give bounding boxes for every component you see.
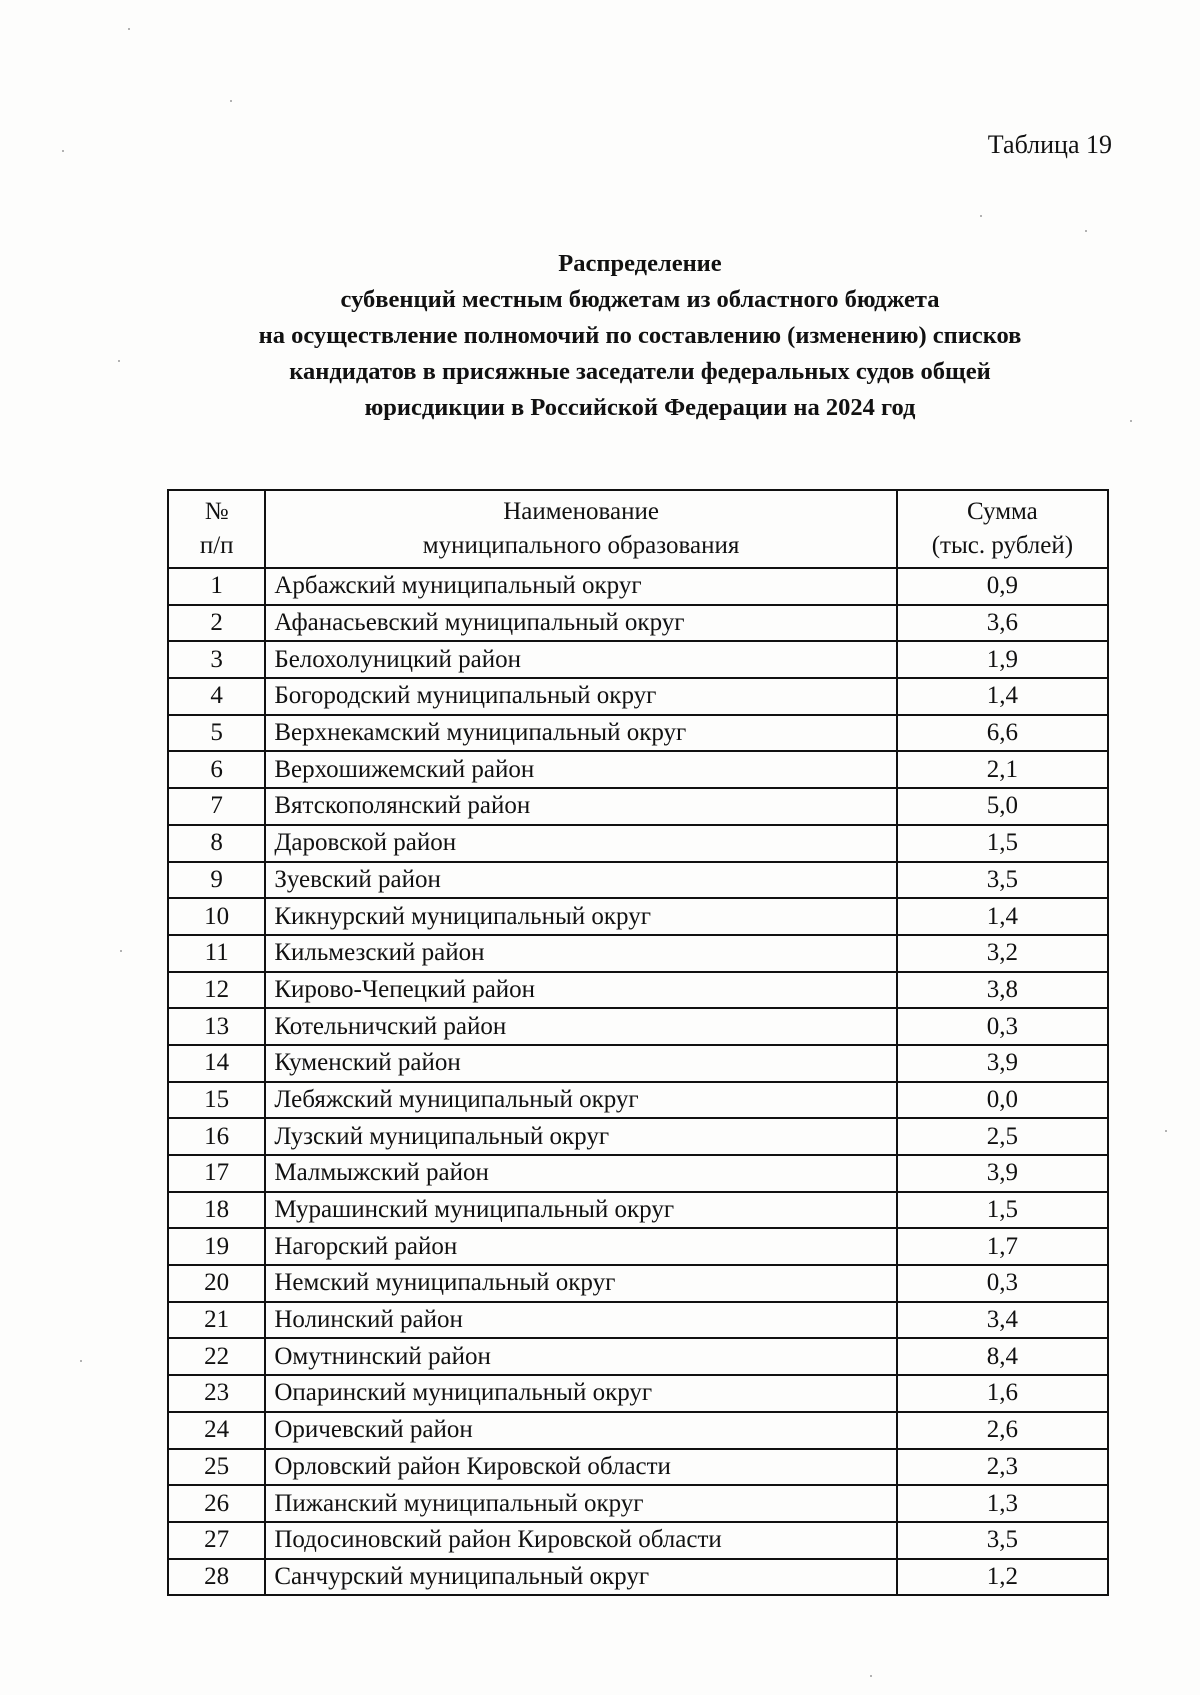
title-line: кандидатов в присяжные заседатели федеральных судов общей <box>289 358 991 385</box>
amount-value: 1,2 <box>897 1559 1108 1596</box>
row-number: 25 <box>168 1449 265 1486</box>
municipality-name: Опаринский муниципальный округ <box>265 1375 896 1412</box>
municipality-name: Кирово-Чепецкий район <box>265 972 896 1009</box>
table-row <box>168 1338 1108 1375</box>
table-row <box>168 1045 1108 1082</box>
row-number: 18 <box>168 1192 265 1229</box>
municipality-name: Санчурский муниципальный округ <box>265 1559 896 1596</box>
header-sum-line2: (тыс. рублей) <box>931 532 1074 559</box>
table-body <box>168 568 1108 1595</box>
municipality-name: Арбажский муниципальный округ <box>265 568 896 605</box>
municipality-name: Лузский муниципальный округ <box>265 1118 896 1155</box>
amount-value: 1,4 <box>897 678 1108 715</box>
municipality-name: Кикнурский муниципальный округ <box>265 898 896 935</box>
table-row <box>168 1412 1108 1449</box>
header-number-line2: п/п <box>199 532 234 559</box>
table-row <box>168 862 1108 899</box>
table-row <box>168 605 1108 642</box>
title-line: юрисдикции в Российской Федерации на 2024 год <box>364 394 916 421</box>
table-row <box>168 1192 1108 1229</box>
municipality-name: Нагорский район <box>265 1228 896 1265</box>
row-number: 8 <box>168 825 265 862</box>
municipality-name: Вятскополянский район <box>265 788 896 825</box>
row-number: 22 <box>168 1338 265 1375</box>
row-number: 2 <box>168 605 265 642</box>
municipality-name: Куменский район <box>265 1045 896 1082</box>
header-name-line2: муниципального образования <box>422 532 740 559</box>
amount-value: 0,3 <box>897 1265 1108 1302</box>
amount-value: 1,5 <box>897 825 1108 862</box>
scan-speck <box>1165 1130 1167 1132</box>
table-row <box>168 972 1108 1009</box>
amount-value: 2,5 <box>897 1118 1108 1155</box>
row-number: 6 <box>168 751 265 788</box>
table-row <box>168 751 1108 788</box>
scan-speck <box>980 215 982 217</box>
amount-value: 1,9 <box>897 641 1108 678</box>
table-row <box>168 1522 1108 1559</box>
table-row <box>168 715 1108 752</box>
amount-value: 5,0 <box>897 788 1108 825</box>
header-sum <box>897 490 1108 568</box>
amount-value: 1,6 <box>897 1375 1108 1412</box>
municipality-name: Даровской район <box>265 825 896 862</box>
table-row <box>168 1485 1108 1522</box>
amount-value: 3,6 <box>897 605 1108 642</box>
municipality-name: Афанасьевский муниципальный округ <box>265 605 896 642</box>
table-row <box>168 1559 1108 1596</box>
municipality-name: Котельничский район <box>265 1008 896 1045</box>
row-number: 21 <box>168 1302 265 1339</box>
table-row <box>168 641 1108 678</box>
row-number: 7 <box>168 788 265 825</box>
row-number: 20 <box>168 1265 265 1302</box>
municipality-name: Белохолуницкий район <box>265 641 896 678</box>
row-number: 1 <box>168 568 265 605</box>
amount-value: 1,4 <box>897 898 1108 935</box>
table-number-label: Таблица 19 <box>987 130 1112 159</box>
scan-speck <box>80 1360 82 1362</box>
row-number: 12 <box>168 972 265 1009</box>
municipality-name: Зуевский район <box>265 862 896 899</box>
row-number: 28 <box>168 1559 265 1596</box>
scan-speck <box>230 100 232 102</box>
row-number: 23 <box>168 1375 265 1412</box>
scan-speck <box>1130 420 1132 422</box>
header-number-line1: № <box>204 498 229 525</box>
amount-value: 2,6 <box>897 1412 1108 1449</box>
table-row <box>168 825 1108 862</box>
table-row <box>168 1228 1108 1265</box>
amount-value: 2,3 <box>897 1449 1108 1486</box>
amount-value: 1,7 <box>897 1228 1108 1265</box>
municipality-name: Богородский муниципальный округ <box>265 678 896 715</box>
scan-speck <box>120 950 122 952</box>
table-row <box>168 1449 1108 1486</box>
amount-value: 2,1 <box>897 751 1108 788</box>
scan-speck <box>62 150 64 152</box>
municipality-name: Верхошижемский район <box>265 751 896 788</box>
table-row <box>168 898 1108 935</box>
amount-value: 3,8 <box>897 972 1108 1009</box>
table-row <box>168 788 1108 825</box>
row-number: 19 <box>168 1228 265 1265</box>
municipality-name: Оричевский район <box>265 1412 896 1449</box>
table-row <box>168 1302 1108 1339</box>
row-number: 4 <box>168 678 265 715</box>
municipality-name: Мурашинский муниципальный округ <box>265 1192 896 1229</box>
amount-value: 0,0 <box>897 1082 1108 1119</box>
amount-value: 3,2 <box>897 935 1108 972</box>
scan-speck <box>870 1675 872 1677</box>
municipality-name: Орловский район Кировской области <box>265 1449 896 1486</box>
table-row <box>168 1118 1108 1155</box>
municipality-name: Кильмезский район <box>265 935 896 972</box>
row-number: 9 <box>168 862 265 899</box>
amount-value: 3,9 <box>897 1155 1108 1192</box>
amount-value: 8,4 <box>897 1338 1108 1375</box>
table-header-row <box>168 490 1108 568</box>
amount-value: 0,3 <box>897 1008 1108 1045</box>
municipality-name: Малмыжский район <box>265 1155 896 1192</box>
amount-value: 3,5 <box>897 862 1108 899</box>
table-row <box>168 678 1108 715</box>
municipality-name: Нолинский район <box>265 1302 896 1339</box>
table-row <box>168 1155 1108 1192</box>
row-number: 15 <box>168 1082 265 1119</box>
table-row <box>168 1008 1108 1045</box>
row-number: 24 <box>168 1412 265 1449</box>
amount-value: 3,5 <box>897 1522 1108 1559</box>
title-line: субвенций местным бюджетам из областного бюджета <box>340 286 940 313</box>
row-number: 13 <box>168 1008 265 1045</box>
row-number: 27 <box>168 1522 265 1559</box>
header-name <box>265 490 896 568</box>
amount-value: 6,6 <box>897 715 1108 752</box>
row-number: 16 <box>168 1118 265 1155</box>
table-row <box>168 1082 1108 1119</box>
table-row <box>168 568 1108 605</box>
title-line: Распределение <box>558 250 722 277</box>
document-title <box>150 246 1130 426</box>
row-number: 3 <box>168 641 265 678</box>
amount-value: 1,5 <box>897 1192 1108 1229</box>
row-number: 5 <box>168 715 265 752</box>
header-sum-line1: Сумма <box>966 498 1038 525</box>
amount-value: 3,9 <box>897 1045 1108 1082</box>
scan-speck <box>1085 230 1087 232</box>
table-row <box>168 935 1108 972</box>
amount-value: 1,3 <box>897 1485 1108 1522</box>
row-number: 10 <box>168 898 265 935</box>
row-number: 11 <box>168 935 265 972</box>
title-line: на осуществление полномочий по составлению (изменению) списков <box>258 322 1022 349</box>
header-number <box>168 490 265 568</box>
municipality-name: Пижанский муниципальный округ <box>265 1485 896 1522</box>
scan-speck <box>128 28 130 30</box>
amount-value: 0,9 <box>897 568 1108 605</box>
scan-speck <box>118 360 120 362</box>
municipality-name: Омутнинский район <box>265 1338 896 1375</box>
municipality-name: Лебяжский муниципальный округ <box>265 1082 896 1119</box>
amount-value: 3,4 <box>897 1302 1108 1339</box>
allocation-table <box>167 489 1109 1596</box>
table-row <box>168 1265 1108 1302</box>
row-number: 17 <box>168 1155 265 1192</box>
municipality-name: Верхнекамский муниципальный округ <box>265 715 896 752</box>
table-row <box>168 1375 1108 1412</box>
municipality-name: Немский муниципальный округ <box>265 1265 896 1302</box>
municipality-name: Подосиновский район Кировской области <box>265 1522 896 1559</box>
header-name-line1: Наименование <box>503 498 659 525</box>
row-number: 14 <box>168 1045 265 1082</box>
row-number: 26 <box>168 1485 265 1522</box>
